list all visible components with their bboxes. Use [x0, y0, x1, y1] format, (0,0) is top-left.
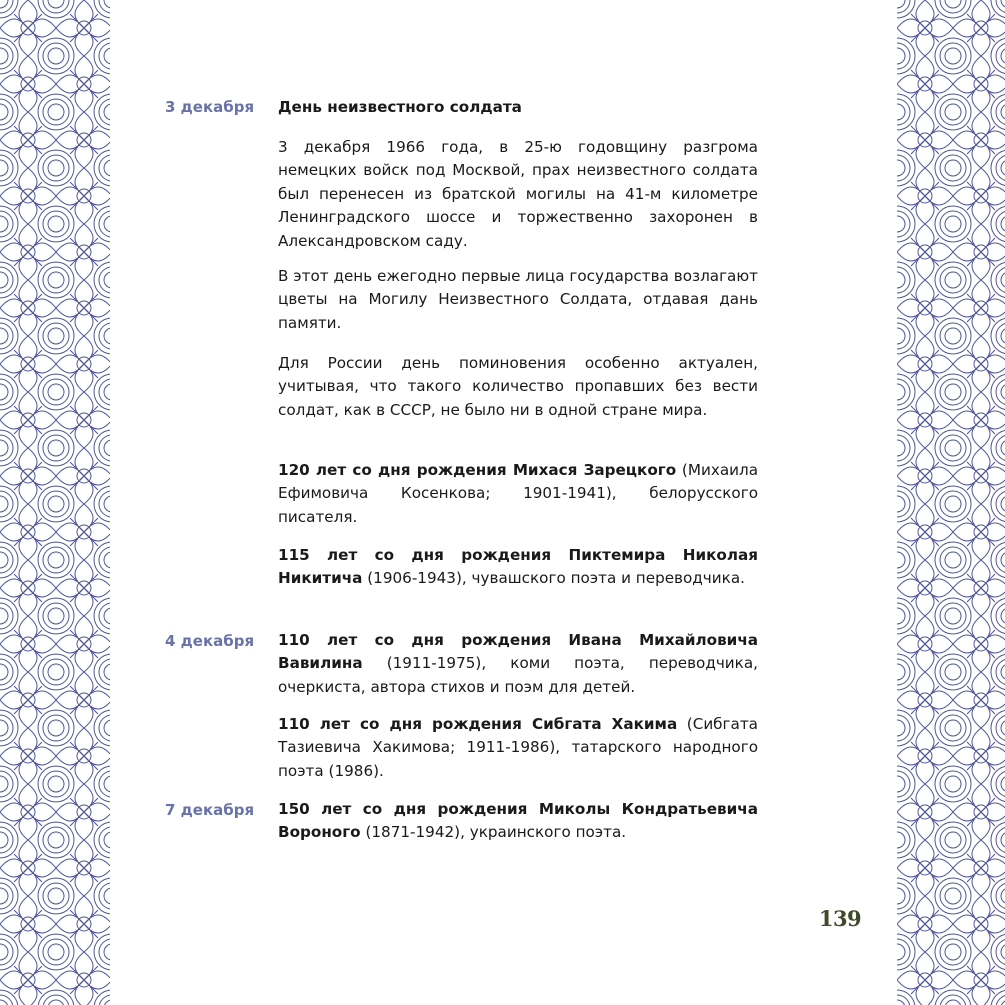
date-label-dec-3: 3 декабря	[165, 98, 255, 116]
entry-bold-title: 110 лет со дня рождения Сибгата Хакима	[278, 715, 678, 733]
ornamental-pattern-border-right	[897, 0, 1005, 1005]
date-label-dec-4: 4 декабря	[165, 632, 255, 650]
entry-description: (1906-1943), чувашского поэта и переводчика.	[362, 569, 745, 588]
entry-paragraph-3	[278, 352, 758, 422]
entry-description: (1871-1942), украинского поэта.	[360, 823, 627, 842]
entry-bold-title: 110 лет со дня рождения Ивана Михайловича Вавилина	[278, 631, 758, 673]
ornamental-pattern-border-left	[0, 0, 110, 1005]
entry-bold-title: 150 лет со дня рождения Миколы Кондратьевича Вороного	[278, 800, 758, 842]
paragraph-text: Для России день поминовения особенно актуален, учитывая, что такого количество пропавших без вести солдат, как в СССР, не было ни в одной стране мира.	[278, 354, 758, 419]
entry-heading: День неизвестного солдата	[278, 98, 522, 116]
entry-text	[278, 459, 758, 529]
entry-heading-unknown-soldier	[278, 96, 758, 118]
entry-text	[278, 798, 758, 845]
entry-text	[278, 544, 758, 591]
calendar-content	[278, 0, 758, 1005]
entry-bold-title: 120 лет со дня рождения Михася Зарецкого	[278, 461, 677, 479]
entry-description: (1911-1975), коми поэта, переводчика, очеркиста, автора стихов и поэм для детей.	[278, 654, 758, 696]
entry-bold-title: 115 лет со дня рождения Пиктемира Николая Никитича	[278, 546, 758, 588]
entry-piktemir	[278, 544, 758, 591]
entry-zaretsky	[278, 459, 758, 529]
entry-description: (Сибгата Тазиевича Хакимова; 1911-1986), татарского народного поэта (1986).	[278, 715, 758, 780]
entry-voronyi	[278, 798, 758, 845]
entry-paragraph-2	[278, 265, 758, 335]
date-column	[110, 0, 270, 1005]
entry-text	[278, 713, 758, 783]
paragraph-text: В этот день ежегодно первые лица государства возлагают цветы на Могилу Неизвестного Солдата, отдавая дань памяти.	[278, 267, 758, 332]
entry-vavilin	[278, 629, 758, 699]
entry-paragraph-1	[278, 136, 758, 253]
page-number: 139	[818, 906, 862, 931]
date-label-dec-7: 7 декабря	[165, 801, 255, 819]
paragraph-text: 3 декабря 1966 года, в 25-ю годовщину разгрома немецких войск под Москвой, прах неизвестного солдата был перенесен из братской могилы на 41-м километре Ленинградского шоссе и торжественно захоронен в Александровском саду.	[278, 138, 758, 250]
entry-description: (Михаила Ефимовича Косенкова; 1901-1941), белорусского писателя.	[278, 461, 759, 526]
entry-hakim	[278, 713, 758, 783]
entry-text	[278, 629, 758, 699]
